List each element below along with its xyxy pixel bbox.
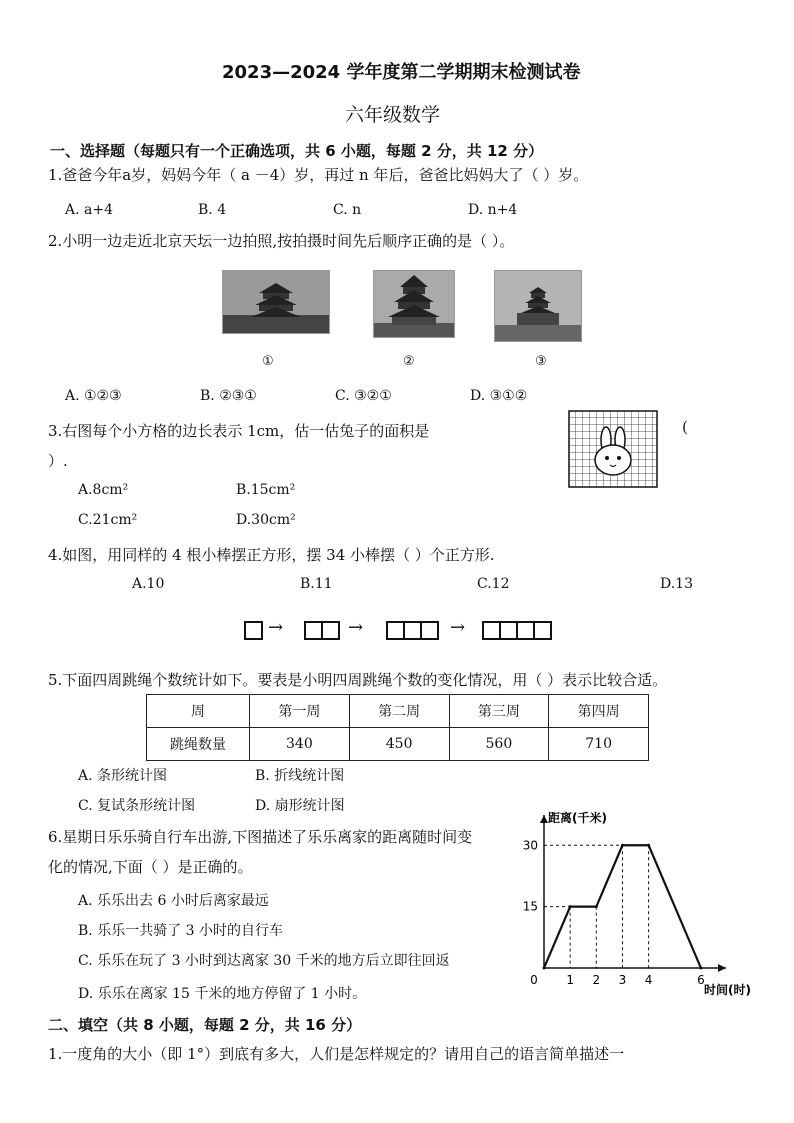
data-point [699, 967, 702, 970]
table-header-cell: 第二周 [349, 695, 449, 728]
data-point [543, 967, 546, 970]
y-axis-label: 距离(千米) [548, 811, 607, 825]
q5-option-a: A. 条形统计图 [78, 768, 168, 784]
q2-option-a: A. ①②③ [65, 388, 122, 404]
square-group-3 [386, 621, 439, 640]
data-point [647, 844, 650, 847]
temple-photo-3 [494, 270, 582, 342]
x-tick-label: 0 [530, 973, 538, 987]
exam-subtitle: 六年级数学 [345, 104, 441, 126]
q4-option-c: C.12 [477, 576, 510, 592]
x-tick-label: 6 [697, 973, 705, 987]
q3-text: 3.右图每个小方格的边长表示 1cm，估一估兔子的面积是 [48, 422, 430, 440]
q1-option-c: C. n [333, 202, 362, 218]
q5-option-d: D. 扇形统计图 [255, 798, 345, 814]
table-cell: 560 [449, 728, 549, 761]
table-header-cell: 第一周 [250, 695, 350, 728]
q3-option-a: A.8cm² [78, 482, 129, 498]
q1-option-b: B. 4 [198, 202, 227, 218]
q2-text: 2.小明一边走近北京天坛一边拍照,按拍摄时间先后顺序正确的是（ ）。 [48, 232, 515, 250]
photo-caption-1: ① [262, 354, 274, 369]
table-header-row [147, 695, 649, 728]
jump-rope-table [146, 694, 649, 761]
q6-option-b: B. 乐乐一共骑了 3 小时的自行车 [78, 923, 283, 939]
q4-option-a: A.10 [132, 576, 165, 592]
q2-option-b: B. ②③① [200, 388, 257, 404]
data-point [569, 905, 572, 908]
photo-caption-3: ③ [535, 354, 547, 369]
q3-option-b: B.15cm² [236, 482, 296, 498]
q1-option-d: D. n+4 [468, 202, 518, 218]
table-cell: 710 [549, 728, 649, 761]
x-tick-label: 3 [618, 973, 627, 987]
q3-option-d: D.30cm² [236, 512, 296, 528]
table-row [147, 728, 649, 761]
q6-option-d: D. 乐乐在离家 15 千米的地方停留了 1 小时。 [78, 986, 367, 1002]
x-tick-label: 2 [592, 973, 601, 987]
q2-option-c: C. ③②① [335, 388, 392, 404]
q5-option-c: C. 复试条形统计图 [78, 798, 196, 814]
exam-title: 2023—2024 学年度第二学期期末检测试卷 [222, 62, 581, 83]
table-cell: 340 [250, 728, 350, 761]
square-group-1 [244, 621, 263, 640]
q3-text-tail: ）. [48, 452, 68, 470]
x-tick-label: 4 [644, 973, 653, 987]
arrow-1: → [268, 617, 284, 638]
q1-option-a: A. a+4 [65, 202, 113, 218]
section2-heading: 二、填空（共 8 小题，每题 2 分，共 16 分） [48, 1016, 362, 1034]
q5-text: 5.下面四周跳绳个数统计如下。要表是小明四周跳绳个数的变化情况，用（ ）表示比较合适。 [48, 671, 668, 689]
x-axis-arrow [718, 964, 726, 972]
temple-photo-2 [373, 270, 455, 338]
table-header-cell: 第四周 [549, 695, 649, 728]
q2-option-d: D. ③①② [470, 388, 528, 404]
rabbit-grid-figure [568, 410, 658, 492]
q6-text-line1: 6.星期日乐乐骑自行车出游,下图描述了乐乐离家的距离随时间变 [48, 828, 473, 846]
q3-paren-open: ( [682, 418, 688, 436]
photo-caption-2: ② [403, 354, 415, 369]
q5-option-b: B. 折线统计图 [255, 768, 345, 784]
table-header-cell: 周 [147, 695, 250, 728]
section1-heading: 一、选择题（每题只有一个正确选项，共 6 小题，每题 2 分，共 12 分） [50, 142, 544, 160]
s2-q1-text: 1.一度角的大小（即 1°）到底有多大，人们是怎样规定的？请用自己的语言简单描述一 [48, 1045, 625, 1063]
distance-time-chart [516, 808, 756, 1003]
square-group-4 [482, 621, 552, 640]
temple-photo-1 [222, 270, 330, 334]
arrow-3: → [450, 617, 466, 638]
x-tick-label: 1 [566, 973, 574, 987]
square-group-2 [304, 621, 340, 640]
x-axis-label: 时间(时) [704, 983, 751, 997]
q3-option-c: C.21cm² [78, 512, 138, 528]
data-point [621, 844, 624, 847]
arrow-2: → [348, 617, 364, 638]
q4-text: 4.如图，用同样的 4 根小棒摆正方形，摆 34 小棒摆（ ）个正方形. [48, 546, 495, 564]
q4-option-b: B.11 [300, 576, 333, 592]
data-point [595, 905, 598, 908]
q6-option-a: A. 乐乐出去 6 小时后离家最远 [78, 893, 269, 909]
q6-option-c: C. 乐乐在玩了 3 小时到达离家 30 千米的地方后立即往回返 [78, 953, 450, 969]
table-header-cell: 第三周 [449, 695, 549, 728]
q1-text: 1.爸爸今年a岁，妈妈今年（ a －4）岁，再过 n 年后，爸爸比妈妈大了（ ）岁。 [48, 166, 589, 184]
q4-option-d: D.13 [660, 576, 693, 592]
q6-text-line2: 化的情况,下面（ ）是正确的。 [48, 858, 253, 876]
y-axis-arrow [540, 815, 548, 823]
table-cell: 跳绳数量 [147, 728, 250, 761]
y-tick-label: 30 [522, 838, 538, 853]
y-tick-label: 15 [522, 899, 538, 914]
table-cell: 450 [349, 728, 449, 761]
